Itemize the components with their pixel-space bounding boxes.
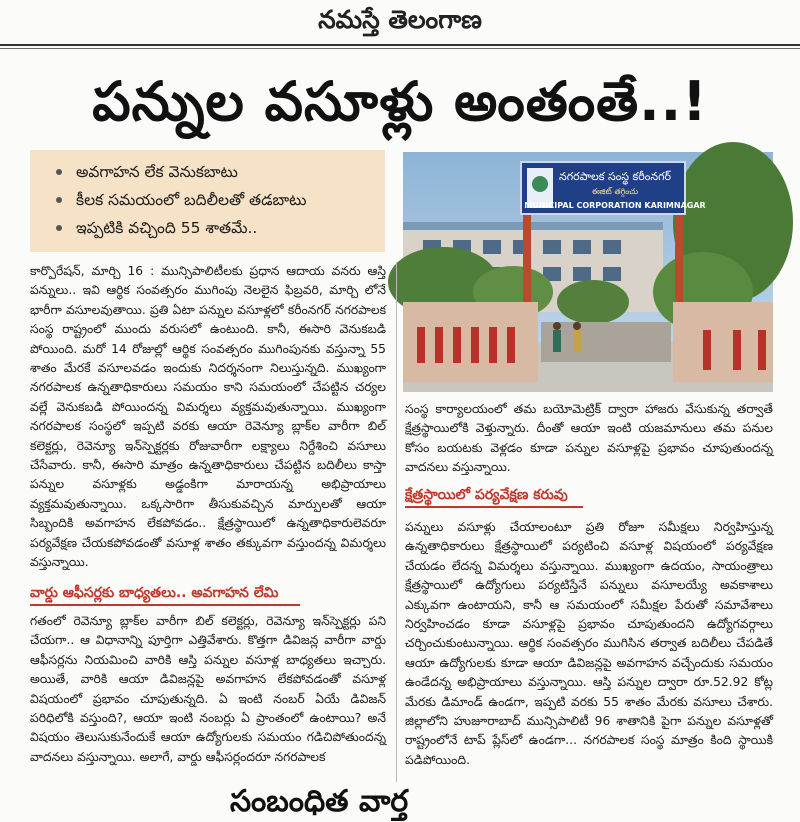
bullet-icon [56, 197, 62, 203]
subheading-underline [30, 604, 300, 606]
sign-english-line: MUNICIPAL CORPORATION KARIMNAGAR [524, 201, 706, 210]
newspaper-masthead: నమస్తే తెలంగాణ [318, 5, 482, 34]
body-paragraph: పన్నులు వసూళ్లు చేయాలంటూ ప్రతి రోజూ సమీక్షలు నిర్వహిస్తున్న ఉన్నతాధికారులు క్షేత్రస్థాయిలో పర్యటించి వసూళ్ల విషయంలో పర్యవేక్షణ చేయడం లేదన్న విమర్శలు వస్తున్నాయి. ముఖ్యంగా ఉదయం, సాయంత్రాలు క్షేత్రస్థాయిలో ఉద్యోగులు పర్యటిస్తేనే పన్నులు వసూలయ్యే అవకాశాలు ఎక్కువగా ఉంటాయని, కానీ ఆ సమయంలో సమీక్షల పేరుతో సమావేశాలు నిర్వహించడం కూడా వసూళ్లపై ప్రభావం చూపుతుందని ఉద్యోగవర్గాలు చర్చించుకుంటున్నాయి. ఆర్థిక సంవత్సరం ముగిసిన తర్వాత బదిలీలు చేపడితే ఆయా ఉద్యోగులకు కూడా ఆయా డివిజన్లపై అవగాహన వచ్చేందుకు సమయం ఉండేదన్న అభిప్రాయాలు వస్తున్నాయి. ఆస్తి పన్నుల ద్వారా రూ.52.92 కోట్ల మేరకు డిమాండ్ ఉండగా, ఇప్పటి వరకు 55 శాతం మేరకు వసూలు చేశారు. జిల్లాలోని హుజూరాబాద్ మున్సిపాలిటీ 96 శాతానికి పైగా పన్నుల వసూళ్లతో రాష్ట్రంలోనే టాప్ ప్లేస్‌లో ఉండగా... నగరపాలక సంస్థ మాత్రం కింది స్థాయికి పడిపోయింది. [405, 520, 773, 767]
highlight-text: కీలక సమయంలో బదిలీలతో తడబాటు [76, 191, 307, 209]
right-subheading [405, 484, 568, 506]
photo-illustration [403, 152, 773, 392]
left-column-body [30, 612, 386, 767]
highlight-text: ఇప్పటికి వచ్చింది 55 శాతమే.. [76, 219, 258, 237]
left-column-intro [30, 262, 386, 573]
article-headline: పన్నుల వసూళ్లు అంతంతే..! [92, 70, 708, 133]
bullet-icon [56, 169, 62, 175]
subheading-underline [405, 506, 583, 508]
left-subheading-text: వార్డు ఆఫీసర్లకు బాధ్యతలు.. అవగాహన లేమి [30, 585, 279, 601]
right-subheading-text: క్షేత్రస్థాయిలో పర్యవేక్షణ కరువు [405, 487, 568, 503]
right-column-continued [405, 400, 773, 478]
sign-telugu-subline: ఈజిట్ తగ్గించు [591, 187, 639, 196]
right-column-body [405, 518, 773, 770]
highlight-item [40, 158, 375, 186]
masthead-rule [0, 44, 800, 46]
bullet-icon [56, 225, 62, 231]
municipal-office-photo [403, 152, 773, 392]
sign-telugu-line: నగరపాలక సంస్థ కరీంనగర్ [558, 170, 672, 183]
highlight-item [40, 214, 375, 242]
intro-paragraph: కార్పొరేషన్, మార్చి 16 : మున్సిపాలిటీలకు ప్రధాన ఆదాయ వనరు ఆస్తి పన్నులు.. ఇవి ఆర్థిక సంవత్సరం ముగింపు నెలలైన ఫిబ్రవరి, మార్చి లోనే భారీగా వసూలవుతాయి. ప్రతి ఏటా పన్నుల వసూళ్లలో కరీంనగర్ నగరపాలక సంస్థ రాష్ట్రంలో ముందు వరుసలో ఉంటుంది. కానీ, ఈసారి వెనుకబడి పోయింది. మరో 14 రోజుల్లో ఆర్థిక సంవత్సరం ముగింపునకు వస్తున్నా 55 శాతం మేరకే వసూలవడం ఇందుకు నిదర్శనంగా నిలుస్తున్నది. ముఖ్యంగా నగరపాలక ఉన్నతాధికారులు సమయం కాని సమయంలో చేపట్టిన చర్యల వల్లే వెనుకబడి పోయిందన్న విమర్శలు వ్యక్తమవుతున్నాయి. ముఖ్యంగా నగరపాలక సంస్థలో ఇప్పటి వరకు ఆయా రెవెన్యూ బ్లాక్‌ల వారీగా బిల్ కలెక్టర్లు, రెవెన్యూ ఇన్‌స్పెక్టర్లకు రోజువారీగా లక్ష్యాలు నిర్దేశించి వసూలు చేసేవారు. కానీ, ఈసారి మాత్రం ఉన్నతాధికారులు చేపట్టిన బదిలీలు కాస్తా పన్నుల వసూళ్లకు అడ్డంకిగా మారాయన్న అభిప్రాయాలు వ్యక్తమవుతున్నాయి. ఒక్కసారిగా తీసుకువచ్చిన మార్పులతో ఆయా సిబ్బందికి అవగాహన లేకపోవడం.. క్షేత్రస్థాయిలో ఉన్నతాధికారులెవరూ పర్యవేక్షణ చేయకపోవడంతో వసూళ్ల శాతం తక్కువగా వస్తుందన్న విమర్శలు వస్తున్నాయి. [30, 264, 386, 570]
next-article-headline-fragment: సంబంధిత వార్త [230, 784, 409, 819]
highlight-text: అవగాహన లేక వెనుకబాటు [76, 163, 238, 181]
continued-paragraph: సంస్థ కార్యాలయంలో తమ బయోమెట్రిక్ ద్వారా హాజరు వేసుకున్న తర్వాతే క్షేత్రస్థాయిలోకి వెళ్తున్నారు. దీంతో ఆయా ఇంటి యజమానులు తమ పనుల కోసం బయటకు వెళ్లడం కూడా పన్నుల వసూళ్లపై ప్రభావం చూపుతుందన్న వాదనలు వస్తున్నాయి. [405, 402, 773, 475]
masthead-rule-thin [0, 48, 800, 49]
column-divider [396, 262, 397, 782]
body-paragraph: గతంలో రెవెన్యూ బ్లాక్‌ల వారీగా బిల్ కలెక్టర్లు, రెవెన్యూ ఇన్‌స్పెక్టర్లు పని చేయగా.. ఆ విధానాన్ని పూర్తిగా ఎత్తివేశారు. కొత్తగా డివిజన్ల వారీగా వార్డు ఆఫీసర్లను నియమించి వారికి ఆస్తి పన్నుల వసూళ్ల బాధ్యతలు ఇచ్చారు. అయితే, వారికి ఆయా డివిజన్లపై అవగాహన లేకపోవడంతో వసూళ్ల విషయంలో ప్రభావం చూపుతున్నది. ఏ ఇంటి నంబర్ ఏయే డివిజన్ పరిధిలోకి వస్తుంది?, ఆయా ఇంటి నంబర్లు ఏ ప్రాంతంలో ఉంటాయి? అనే విషయం తెలుసుకునేందుకే ఆయా ఉద్యోగులకు సమయం గడిచిపోతుందన్న వాదనలు వస్తున్నాయి. అలాగే, వార్డు ఆఫీసర్లందరూ నగరపాలక [30, 614, 386, 764]
left-subheading [30, 582, 278, 604]
highlight-item [40, 186, 375, 214]
highlights-box [30, 150, 385, 252]
